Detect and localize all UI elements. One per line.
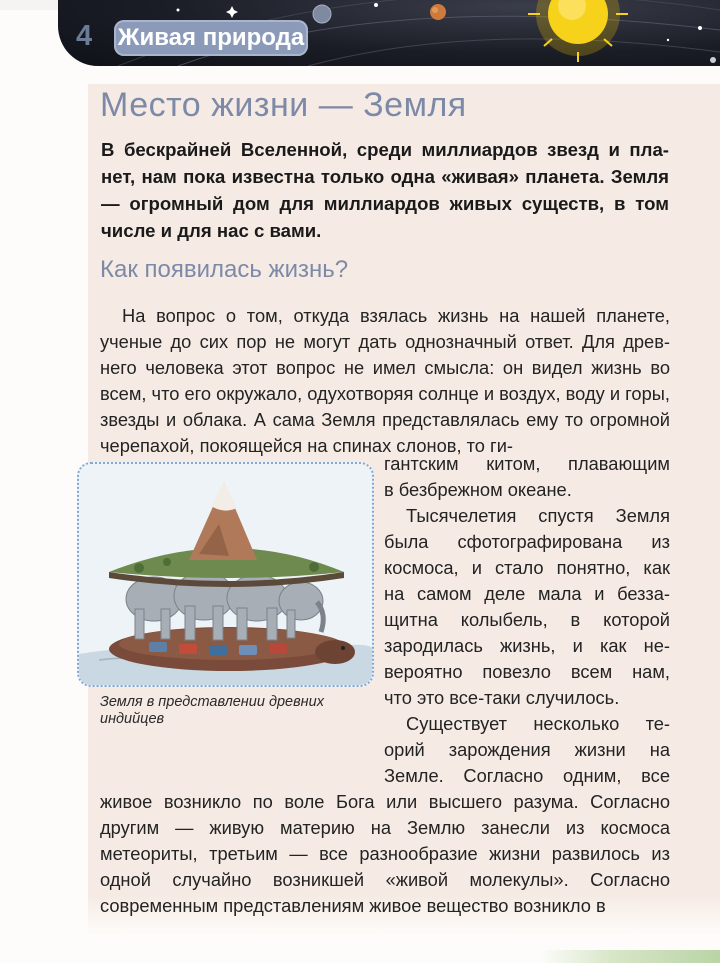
text-line: в безбрежном океане. [384, 479, 572, 500]
intro-line: В бескрайней Вселенной, среди миллиардов звезд и пла- [101, 139, 669, 160]
text-line: щитна колыбель, в которой [384, 609, 670, 630]
turtle-head [315, 640, 355, 664]
intro-paragraph [101, 136, 669, 244]
text-line: во всем, что его окружало, одухотворяя солнце и воздух, воду [100, 357, 670, 404]
star-icon [177, 9, 180, 12]
text-line: из одной случайно возникшей «живой молекулы». Согласно [100, 843, 670, 890]
star-icon [667, 39, 669, 41]
text-line: то огромной черепахой, покоящейся на спинах слонов, то ги- [100, 409, 670, 456]
intro-line: в том числе и для нас с вами. [101, 193, 670, 241]
text-line: Тысячелетия спустя Земля [406, 505, 670, 526]
figure-caption [100, 694, 370, 728]
paragraph-theories [100, 789, 670, 919]
turtle-elephants-illustration [79, 464, 372, 685]
caption-line: Земля в представлении древних [100, 694, 324, 710]
text-line: была сфотографирована из [384, 531, 670, 552]
text-line: другим — живую материю на Землю занесли из космоса [100, 817, 670, 838]
text-line: космоса, и стало понятно, как [384, 557, 670, 578]
moon-icon [710, 57, 716, 63]
planet-icon [430, 4, 446, 20]
text-line: орий зарождения жизни на [384, 739, 670, 760]
intro-line: Земля — огромный дом для миллиардов живых существ, [101, 166, 669, 214]
text-line: современным представлениям живое вещество возникло в [100, 895, 606, 916]
text-line: вероятно повезло всем нам, [384, 661, 670, 682]
text-line: зародилась жизнь, и как не- [384, 635, 670, 656]
text-line: и горы, звезды и облака. А сама Земля представлялась ему [100, 383, 670, 430]
text-line: что это все-таки случилось. [384, 687, 620, 708]
bottom-decoration [540, 950, 720, 963]
text-line: метеориты, третьим — все разнообразие жизни развилось [100, 843, 640, 864]
star-icon [374, 3, 378, 7]
text-line-last-right: Земле. Согласно одним, все [384, 765, 670, 786]
section-tag: Живая природа [114, 20, 308, 56]
text-line: живое возникло по воле Бога или высшего разума. Согласно [100, 791, 670, 812]
caption-line: индийцев [100, 711, 165, 727]
text-line: Существует несколько те- [406, 713, 670, 734]
text-line: На вопрос о том, откуда взялась жизнь на нашей планете, [122, 305, 670, 326]
page-title: Место жизни — Земля [100, 86, 467, 124]
text-line: ученые до сих пор не могут дать однозначный ответ. Для древ- [100, 331, 670, 352]
paragraph-origin [100, 303, 670, 459]
text-line: него человека этот вопрос не имел смысла: он видел жизнь [100, 357, 642, 378]
illustration-figure [77, 462, 374, 687]
sparkle-icon [226, 6, 238, 18]
text-line: на самом деле мала и безза- [384, 583, 670, 604]
text-line: гантским китом, плавающим [384, 453, 670, 474]
intro-line: нет, нам пока известна только одна «живая» планета. [101, 166, 605, 187]
section-subtitle: Как появилась жизнь? [100, 256, 349, 283]
page-number: 4 [76, 20, 93, 52]
